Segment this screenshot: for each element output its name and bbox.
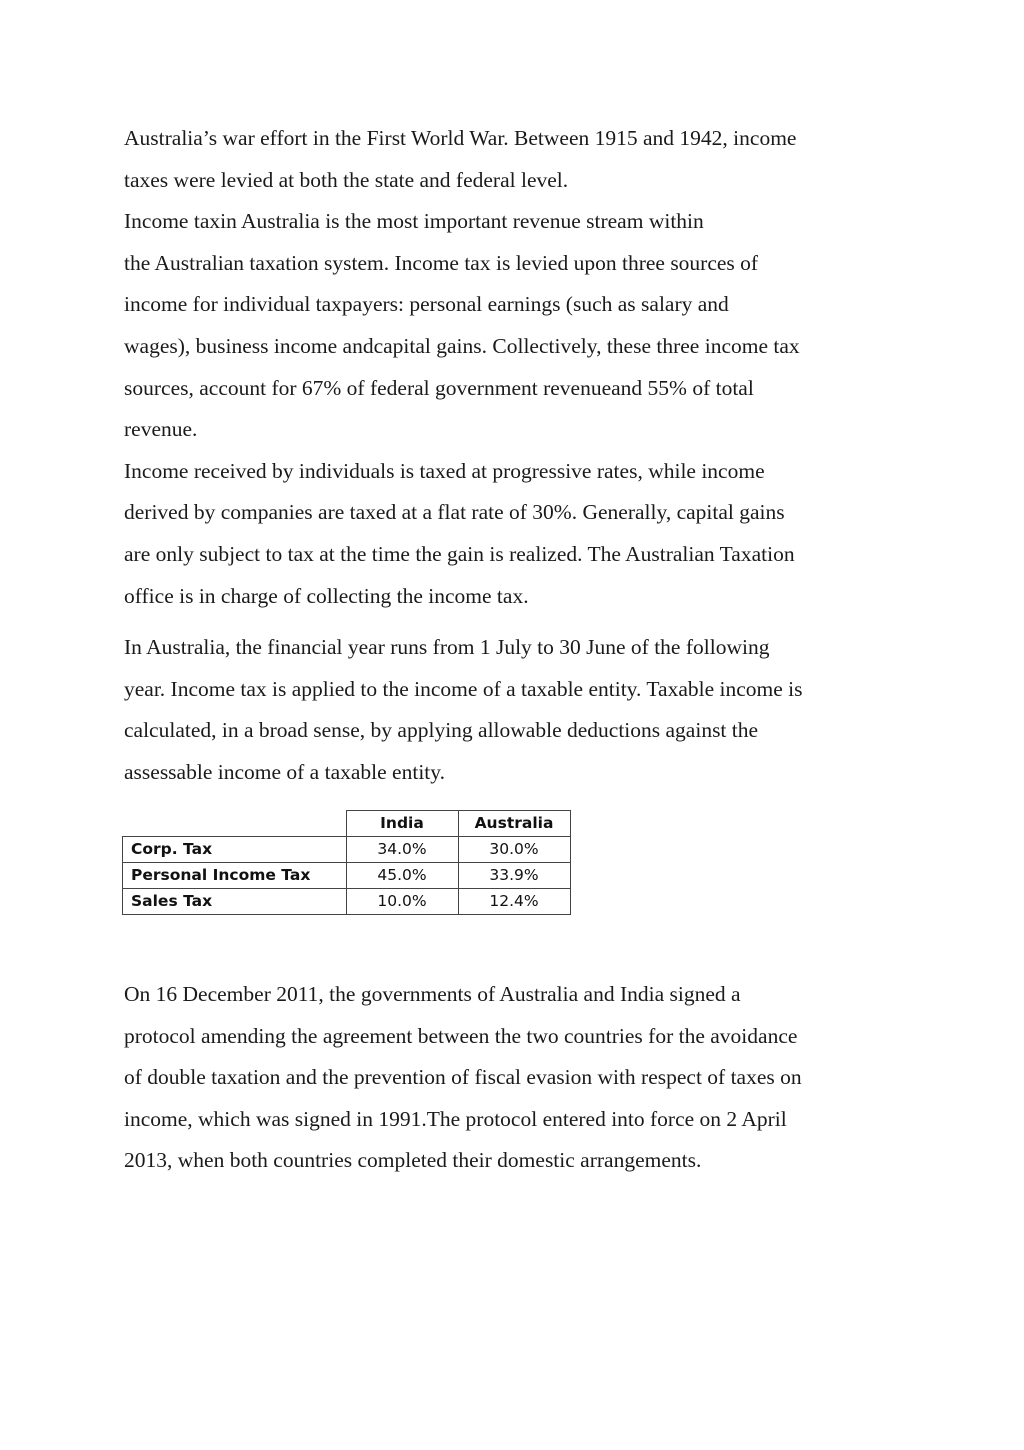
text-line: office is in charge of collecting the income tax. <box>124 583 529 608</box>
text-line: income, which was signed in 1991.The protocol entered into force on 2 April <box>124 1106 787 1131</box>
column-header-india: India <box>346 811 458 837</box>
text-line: year. Income tax is applied to the income of a taxable entity. Taxable income is <box>124 676 803 701</box>
table-header-row <box>123 811 571 837</box>
paragraph-financial-year <box>124 627 914 793</box>
text-line: the Australian taxation system. Income tax is levied upon three sources of <box>124 250 759 275</box>
paragraph-income-tax-overview <box>124 118 914 617</box>
text-line: Income taxin Australia is the most important revenue stream within <box>124 209 704 234</box>
cell-australia: 30.0% <box>458 837 570 863</box>
text-line: Income received by individuals is taxed at progressive rates, while income <box>124 458 765 483</box>
text-line: taxes were levied at both the state and federal level. <box>124 167 569 192</box>
text-line: On 16 December 2011, the governments of Australia and India signed a <box>124 982 741 1006</box>
text-line: calculated, in a broad sense, by applying allowable deductions against the <box>124 718 759 743</box>
text-line: revenue. <box>124 417 198 442</box>
text-line: assessable income of a taxable entity. <box>124 759 445 784</box>
table-corner-cell <box>123 811 347 837</box>
cell-india: 45.0% <box>346 863 458 889</box>
cell-india: 34.0% <box>346 837 458 863</box>
text-line: derived by companies are taxed at a flat rate of 30%. Generally, capital gains <box>124 500 785 525</box>
text-line: Australia’s war effort in the First World War. Between 1915 and 1942, income <box>124 126 797 150</box>
text-line: protocol amending the agreement between the two countries for the avoidance <box>124 1023 798 1048</box>
cell-india: 10.0% <box>346 889 458 915</box>
table-row <box>123 837 571 863</box>
text-line: In Australia, the financial year runs from 1 July to 30 June of the following <box>124 635 770 659</box>
row-label: Personal Income Tax <box>123 863 347 889</box>
cell-australia: 12.4% <box>458 889 570 915</box>
text-line: are only subject to tax at the time the gain is realized. The Australian Taxation <box>124 541 795 566</box>
row-label: Corp. Tax <box>123 837 347 863</box>
text-line: wages), business income andcapital gains. Collectively, these three income tax <box>124 333 800 358</box>
paragraph-double-taxation-protocol <box>124 974 914 1182</box>
row-label: Sales Tax <box>123 889 347 915</box>
text-line: income for individual taxpayers: personal earnings (such as salary and <box>124 292 729 317</box>
column-header-australia: Australia <box>458 811 570 837</box>
text-line: of double taxation and the prevention of fiscal evasion with respect of taxes on <box>124 1065 802 1090</box>
text-line: 2013, when both countries completed their domestic arrangements. <box>124 1148 702 1173</box>
table-row <box>123 889 571 915</box>
text-line: sources, account for 67% of federal government revenueand 55% of total <box>124 375 754 400</box>
tax-comparison-table <box>122 810 571 915</box>
cell-australia: 33.9% <box>458 863 570 889</box>
table-row <box>123 863 571 889</box>
